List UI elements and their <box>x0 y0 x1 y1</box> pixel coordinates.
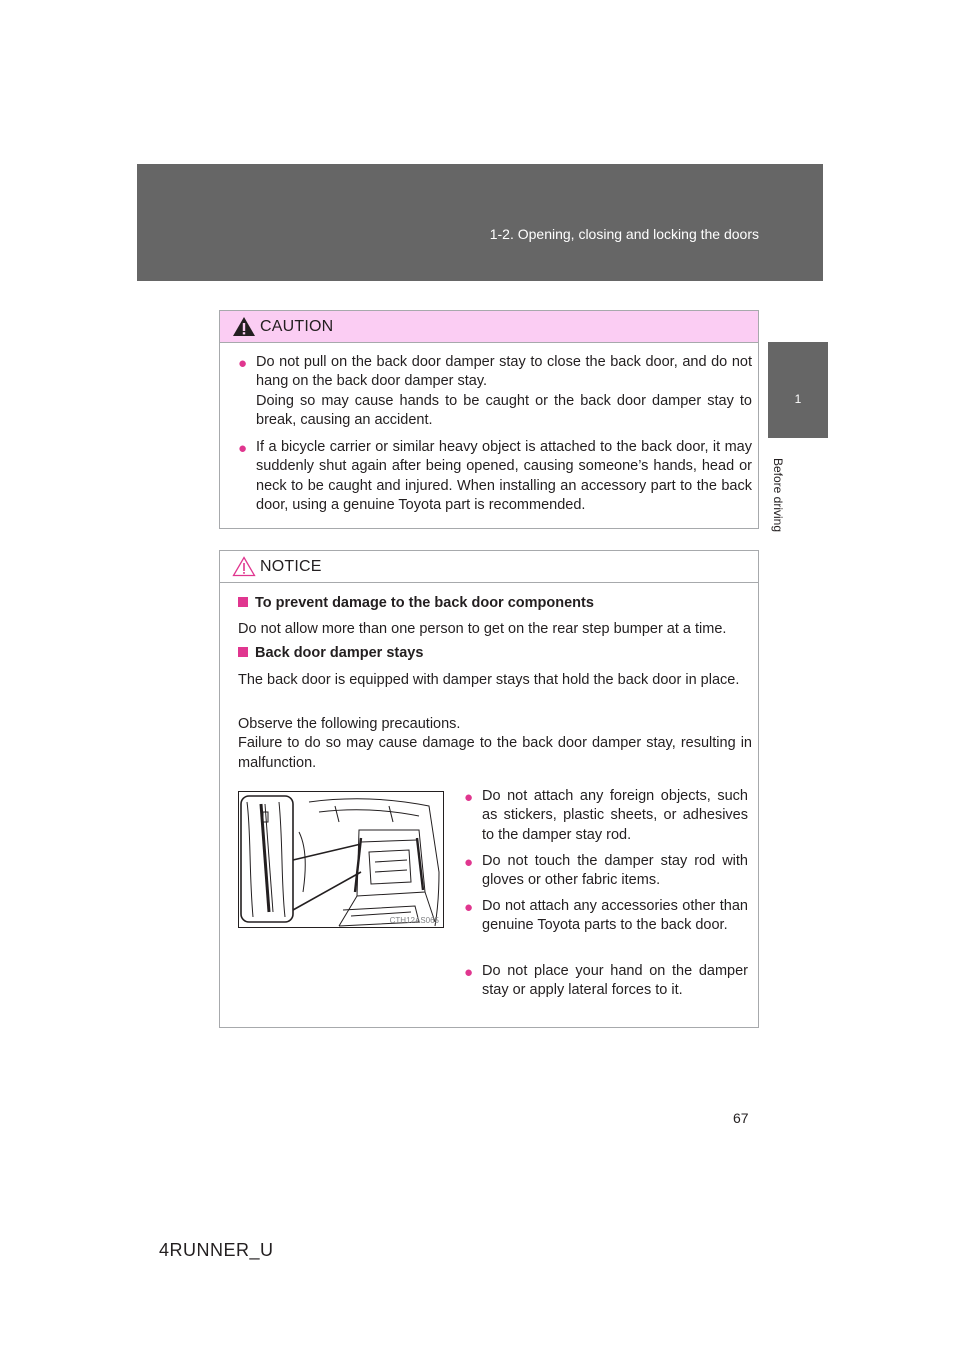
warning-icon <box>232 316 256 337</box>
chapter-tab <box>768 342 828 438</box>
caution-bullet <box>238 353 752 430</box>
notice-bullet <box>464 852 748 891</box>
bullet-dot-icon: ● <box>238 355 248 372</box>
page-number: 67 <box>733 1110 749 1126</box>
back-door-drawing <box>239 792 443 927</box>
caution-bullet-text: Do not pull on the back door damper stay to close the back door, and do not hang on the back door damper stay. <box>256 354 752 390</box>
notice-section-heading <box>238 645 423 661</box>
notice-bullet <box>464 962 748 1001</box>
bullet-dot-icon: ● <box>464 964 474 981</box>
bullet-dot-icon: ● <box>464 854 474 871</box>
footer-model-code: 4RUNNER_U <box>159 1240 274 1260</box>
square-bullet-icon <box>238 647 248 657</box>
warning-outline-icon <box>232 556 256 577</box>
notice-title: NOTICE <box>260 558 322 575</box>
notice-paragraph <box>238 620 752 639</box>
caution-title: CAUTION <box>260 318 334 335</box>
bullet-dot-icon: ● <box>464 899 474 916</box>
caution-header <box>220 311 758 343</box>
caution-box <box>219 310 759 529</box>
notice-paragraph <box>238 671 752 690</box>
notice-bullet-text: Do not attach any accessories other than genuine Toyota parts to the back door. <box>482 898 748 934</box>
notice-bullet-text: Do not touch the damper stay rod with gloves or other fabric items. <box>482 853 748 889</box>
square-bullet-icon <box>238 597 248 607</box>
notice-paragraph-text: Do not allow more than one person to get on the rear step bumper at a time. <box>238 621 727 637</box>
notice-paragraph-text: The back door is equipped with damper stays that hold the back door in place. <box>238 672 740 688</box>
caution-bullet-text: Doing so may cause hands to be caught or the back door damper stay to break, causing an accident. <box>256 392 752 428</box>
caution-bullet <box>238 438 752 515</box>
notice-heading-text: Back door damper stays <box>255 645 424 661</box>
figure-caption: CTH12AS065 <box>389 916 439 925</box>
notice-box <box>219 550 759 1028</box>
notice-section-heading <box>238 595 594 611</box>
chapter-label <box>763 450 793 540</box>
notice-bullet-text: Do not place your hand on the damper stay or apply lateral forces to it. <box>482 963 748 999</box>
notice-bullet <box>464 787 748 845</box>
notice-heading-text: To prevent damage to the back door components <box>255 595 594 611</box>
bullet-dot-icon: ● <box>464 789 474 806</box>
notice-paragraph-text: Failure to do so may cause damage to the back door damper stay, resulting in malfunction. <box>238 735 752 771</box>
damper-stay-illustration <box>238 791 444 928</box>
notice-paragraph <box>238 715 752 773</box>
notice-header <box>220 551 758 583</box>
chapter-number: 1 <box>794 392 802 406</box>
caution-bullet-text: If a bicycle carrier or similar heavy object is attached to the back door, it may suddenly shut again after being opened, causing someone’s hands, head or neck to be caught and injured. When installing an accessory part to the back door, using a genuine Toyota part is recommended. <box>256 439 752 513</box>
bullet-dot-icon: ● <box>238 440 248 457</box>
chapter-label-text: Before driving <box>771 457 785 533</box>
header-band <box>137 164 823 281</box>
notice-bullet <box>464 897 748 936</box>
notice-bullet-text: Do not attach any foreign objects, such as stickers, plastic sheets, or adhesives to the damper stay rod. <box>482 788 748 843</box>
notice-paragraph-text: Observe the following precautions. <box>238 716 461 732</box>
section-title: 1-2. Opening, closing and locking the doors <box>489 226 759 242</box>
